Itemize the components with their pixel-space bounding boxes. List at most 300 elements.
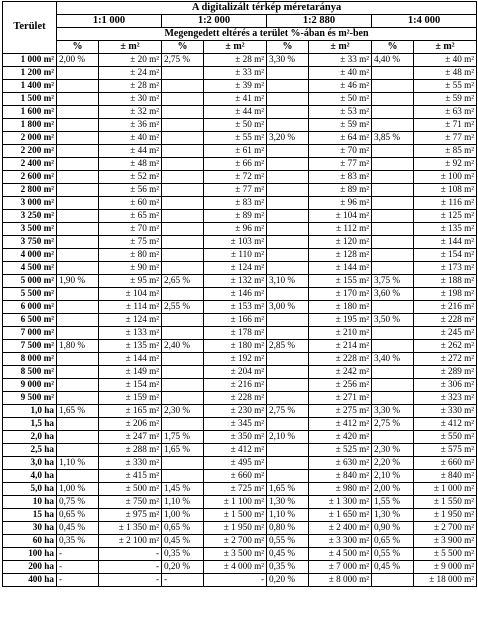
tolerance-cell: ± 59 m² xyxy=(309,119,372,132)
tolerance-cell: ± 55 m² xyxy=(414,80,477,93)
area-cell: 4,0 ha xyxy=(3,470,57,483)
tolerance-cell: ± 72 m² xyxy=(204,171,267,184)
percent-cell xyxy=(162,67,204,80)
percent-cell xyxy=(57,366,99,379)
tolerance-cell: ± 180 m² xyxy=(309,301,372,314)
percent-cell xyxy=(372,431,414,444)
table-row xyxy=(3,574,477,587)
tolerance-cell: ± 108 m² xyxy=(414,184,477,197)
percent-cell xyxy=(162,197,204,210)
percent-cell xyxy=(57,223,99,236)
percent-cell xyxy=(162,470,204,483)
percent-cell: 0,90 % xyxy=(372,522,414,535)
percent-cell xyxy=(162,171,204,184)
percent-cell: 1,80 % xyxy=(57,340,99,353)
tolerance-cell: ± 7 000 m² xyxy=(309,561,372,574)
tolerance-cell: ± 495 m² xyxy=(204,457,267,470)
tolerance-cell: ± 96 m² xyxy=(309,197,372,210)
tolerance-cell: ± 1 300 m² xyxy=(309,496,372,509)
percent-cell: 1,10 % xyxy=(267,509,309,522)
tolerance-cell: ± 60 m² xyxy=(99,197,162,210)
percent-cell: 2,75 % xyxy=(267,405,309,418)
percent-cell xyxy=(372,249,414,262)
percent-cell xyxy=(372,197,414,210)
percent-cell: 0,65 % xyxy=(57,509,99,522)
percent-cell xyxy=(372,67,414,80)
tolerance-cell: ± 133 m² xyxy=(99,327,162,340)
table-row xyxy=(3,171,477,184)
table-row xyxy=(3,340,477,353)
table-row xyxy=(3,210,477,223)
tolerance-cell: ± 114 m² xyxy=(99,301,162,314)
percent-cell: 2,85 % xyxy=(267,340,309,353)
tolerance-cell: ± 1 550 m² xyxy=(414,496,477,509)
area-cell: 6 500 m² xyxy=(3,314,57,327)
area-cell: 1 400 m² xyxy=(3,80,57,93)
tolerance-cell: ± 61 m² xyxy=(204,145,267,158)
tolerance-cell: ± 3 300 m² xyxy=(309,535,372,548)
percent-cell xyxy=(162,223,204,236)
tolerance-cell: ± 415 m² xyxy=(99,470,162,483)
table-row xyxy=(3,262,477,275)
tolerance-cell: ± 214 m² xyxy=(309,340,372,353)
tolerance-cell: ± 975 m² xyxy=(99,509,162,522)
tolerance-cell: ± 345 m² xyxy=(204,418,267,431)
area-cell: 9 500 m² xyxy=(3,392,57,405)
tolerance-cell: ± 173 m² xyxy=(414,262,477,275)
percent-cell xyxy=(162,288,204,301)
tolerance-cell: ± 40 m² xyxy=(309,67,372,80)
percent-cell xyxy=(372,379,414,392)
tolerance-cell: ± 840 m² xyxy=(309,470,372,483)
tolerance-cell: ± 228 m² xyxy=(414,314,477,327)
tolerance-cell: ± 420 m² xyxy=(309,431,372,444)
tolerance-cell: - xyxy=(99,561,162,574)
percent-cell xyxy=(57,470,99,483)
percent-cell xyxy=(267,470,309,483)
percent-cell: - xyxy=(162,574,204,587)
percent-cell xyxy=(57,132,99,145)
tolerance-cell: ± 92 m² xyxy=(414,158,477,171)
tolerance-cell: ± 2 700 m² xyxy=(204,535,267,548)
percent-cell: 0,20 % xyxy=(162,561,204,574)
percent-cell xyxy=(57,431,99,444)
area-cell: 2 000 m² xyxy=(3,132,57,145)
tolerance-cell: ± 2 700 m² xyxy=(414,522,477,535)
tolerance-cell: ± 412 m² xyxy=(414,418,477,431)
tolerance-cell: ± 4 000 m² xyxy=(204,561,267,574)
tolerance-cell: ± 275 m² xyxy=(309,405,372,418)
tolerance-cell: ± 46 m² xyxy=(309,80,372,93)
percent-cell: 3,50 % xyxy=(372,314,414,327)
table-row xyxy=(3,444,477,457)
table-row xyxy=(3,431,477,444)
table-row xyxy=(3,301,477,314)
percent-cell xyxy=(372,184,414,197)
tolerance-cell: ± 135 m² xyxy=(99,340,162,353)
percent-cell: 0,55 % xyxy=(267,535,309,548)
percent-cell xyxy=(162,457,204,470)
percent-cell xyxy=(57,301,99,314)
tolerance-cell: ± 28 m² xyxy=(99,80,162,93)
tolerance-cell: ± 630 m² xyxy=(309,457,372,470)
tolerance-cell: ± 77 m² xyxy=(204,184,267,197)
table-row xyxy=(3,548,477,561)
area-cell: 2 200 m² xyxy=(3,145,57,158)
area-cell: 15 ha xyxy=(3,509,57,522)
percent-cell: 0,80 % xyxy=(267,522,309,535)
table-row xyxy=(3,106,477,119)
percent-cell xyxy=(267,418,309,431)
tolerance-cell: ± 192 m² xyxy=(204,353,267,366)
tolerance-cell: ± 256 m² xyxy=(309,379,372,392)
percent-cell: 3,40 % xyxy=(372,353,414,366)
tolerance-cell: ± 159 m² xyxy=(99,392,162,405)
tolerance-cell: ± 24 m² xyxy=(99,67,162,80)
tolerance-cell: ± 18 000 m² xyxy=(414,574,477,587)
tolerance-cell: ± 20 m² xyxy=(99,54,162,67)
percent-cell: 2,65 % xyxy=(162,275,204,288)
percent-cell xyxy=(57,392,99,405)
percent-cell xyxy=(162,236,204,249)
percent-cell: 2,75 % xyxy=(372,418,414,431)
tolerance-cell: ± 289 m² xyxy=(414,366,477,379)
percent-cell xyxy=(57,444,99,457)
tolerance-cell: ± 330 m² xyxy=(414,405,477,418)
table-row xyxy=(3,314,477,327)
area-cell: 100 ha xyxy=(3,548,57,561)
percent-cell: 0,35 % xyxy=(162,548,204,561)
percent-cell xyxy=(267,353,309,366)
area-cell: 2 800 m² xyxy=(3,184,57,197)
tolerance-cell: ± 63 m² xyxy=(414,106,477,119)
scale-header-1-1000: 1:1 000 xyxy=(57,15,162,28)
tolerance-cell: ± 96 m² xyxy=(204,223,267,236)
percent-cell xyxy=(372,210,414,223)
tolerance-cell: ± 153 m² xyxy=(204,301,267,314)
table-row xyxy=(3,249,477,262)
scale-header-1-2000: 1:2 000 xyxy=(162,15,267,28)
percent-cell: 2,10 % xyxy=(267,431,309,444)
scale-header-1-4000: 1:4 000 xyxy=(372,15,477,28)
tolerance-cell: ± 228 m² xyxy=(309,353,372,366)
table-row xyxy=(3,93,477,106)
percent-cell: 1,65 % xyxy=(57,405,99,418)
tolerance-cell: ± 120 m² xyxy=(309,236,372,249)
tolerance-cell: ± 242 m² xyxy=(309,366,372,379)
tolerance-cell: ± 216 m² xyxy=(204,379,267,392)
table-row xyxy=(3,418,477,431)
percent-cell xyxy=(267,67,309,80)
tolerance-cell: ± 2 400 m² xyxy=(309,522,372,535)
tolerance-cell: ± 44 m² xyxy=(99,145,162,158)
percent-cell xyxy=(57,197,99,210)
percent-cell: 3,85 % xyxy=(372,132,414,145)
tolerance-cell: ± 146 m² xyxy=(204,288,267,301)
percent-cell: 1,65 % xyxy=(267,483,309,496)
percent-cell xyxy=(267,106,309,119)
tolerance-table-page xyxy=(2,1,476,619)
percent-cell xyxy=(267,379,309,392)
table-row xyxy=(3,522,477,535)
percent-cell xyxy=(57,171,99,184)
percent-cell xyxy=(162,353,204,366)
percent-cell xyxy=(372,262,414,275)
tolerance-cell: ± 135 m² xyxy=(414,223,477,236)
tolerance-cell: ± 80 m² xyxy=(99,249,162,262)
tolerance-cell: ± 660 m² xyxy=(414,457,477,470)
table-row xyxy=(3,535,477,548)
percent-cell: 2,40 % xyxy=(162,340,204,353)
percent-cell xyxy=(57,80,99,93)
percent-cell: 2,20 % xyxy=(372,457,414,470)
table-title: A digitalizált térkép méretaránya xyxy=(57,2,477,15)
percent-cell xyxy=(372,392,414,405)
tolerance-cell: ± 3 500 m² xyxy=(204,548,267,561)
tolerance-cell: ± 230 m² xyxy=(204,405,267,418)
tolerance-cell: ± 500 m² xyxy=(99,483,162,496)
percent-cell: 2,00 % xyxy=(57,54,99,67)
percent-cell xyxy=(267,314,309,327)
percent-cell xyxy=(372,119,414,132)
percent-cell: 1,00 % xyxy=(57,483,99,496)
tolerance-cell: ± 3 900 m² xyxy=(414,535,477,548)
percent-cell xyxy=(57,327,99,340)
table-row xyxy=(3,119,477,132)
percent-cell: - xyxy=(57,574,99,587)
percent-cell xyxy=(162,80,204,93)
tolerance-cell: ± 75 m² xyxy=(99,236,162,249)
scale-header-1-2880: 1:2 880 xyxy=(267,15,372,28)
percent-cell: 1,90 % xyxy=(57,275,99,288)
tolerance-cell: ± 1 650 m² xyxy=(309,509,372,522)
percent-cell xyxy=(267,197,309,210)
tolerance-cell: ± 330 m² xyxy=(99,457,162,470)
tolerance-cell: ± 575 m² xyxy=(414,444,477,457)
percent-cell xyxy=(162,327,204,340)
tolerance-cell: ± 124 m² xyxy=(204,262,267,275)
tolerance-cell: ± 412 m² xyxy=(204,444,267,457)
percent-cell xyxy=(267,145,309,158)
tolerance-column-header: ± m² xyxy=(204,41,267,54)
tolerance-cell: ± 1 950 m² xyxy=(414,509,477,522)
tolerance-cell: ± 128 m² xyxy=(309,249,372,262)
percent-cell xyxy=(162,132,204,145)
tolerance-cell: ± 144 m² xyxy=(99,353,162,366)
percent-cell xyxy=(57,93,99,106)
percent-cell xyxy=(372,236,414,249)
tolerance-cell: ± 50 m² xyxy=(309,93,372,106)
tolerance-cell: ± 5 500 m² xyxy=(414,548,477,561)
tolerance-cell: - xyxy=(99,548,162,561)
percent-cell xyxy=(57,210,99,223)
table-row xyxy=(3,353,477,366)
tolerance-cell: ± 85 m² xyxy=(414,145,477,158)
tolerance-cell: ± 350 m² xyxy=(204,431,267,444)
tolerance-cell: ± 36 m² xyxy=(99,119,162,132)
tolerance-cell: ± 271 m² xyxy=(309,392,372,405)
tolerance-cell: ± 1 500 m² xyxy=(204,509,267,522)
percent-cell xyxy=(162,418,204,431)
tolerance-cell: ± 306 m² xyxy=(414,379,477,392)
percent-cell xyxy=(372,171,414,184)
area-cell: 5 000 m² xyxy=(3,275,57,288)
table-row xyxy=(3,327,477,340)
percent-cell xyxy=(267,249,309,262)
percent-cell xyxy=(267,80,309,93)
percent-cell: 3,10 % xyxy=(267,275,309,288)
tolerance-cell: ± 55 m² xyxy=(204,132,267,145)
percent-cell xyxy=(372,158,414,171)
tolerance-cell: ± 125 m² xyxy=(414,210,477,223)
area-cell: 5,0 ha xyxy=(3,483,57,496)
percent-cell xyxy=(57,236,99,249)
area-cell: 4 000 m² xyxy=(3,249,57,262)
table-row xyxy=(3,483,477,496)
percent-cell: 3,30 % xyxy=(372,405,414,418)
tolerance-cell: ± 180 m² xyxy=(204,340,267,353)
tolerance-cell: ± 83 m² xyxy=(309,171,372,184)
table-row xyxy=(3,509,477,522)
percent-cell: 2,10 % xyxy=(372,470,414,483)
tolerance-cell: ± 39 m² xyxy=(204,80,267,93)
percent-cell xyxy=(267,119,309,132)
table-row xyxy=(3,379,477,392)
tolerance-cell: ± 110 m² xyxy=(204,249,267,262)
tolerance-cell: ± 262 m² xyxy=(414,340,477,353)
area-cell: 8 500 m² xyxy=(3,366,57,379)
table-row xyxy=(3,561,477,574)
tolerance-cell: ± 149 m² xyxy=(99,366,162,379)
percent-cell: - xyxy=(57,561,99,574)
tolerance-cell: ± 550 m² xyxy=(414,431,477,444)
percent-cell: 1,75 % xyxy=(162,431,204,444)
table-subtitle: Megengedett eltérés a terület %-ában és m²-ben xyxy=(57,28,477,41)
tolerance-cell: ± 100 m² xyxy=(414,171,477,184)
percent-cell: 3,75 % xyxy=(372,275,414,288)
table-row xyxy=(3,54,477,67)
area-cell: 3,0 ha xyxy=(3,457,57,470)
area-cell: 3 750 m² xyxy=(3,236,57,249)
tolerance-cell: ± 323 m² xyxy=(414,392,477,405)
tolerance-cell: ± 90 m² xyxy=(99,262,162,275)
tolerance-cell: ± 65 m² xyxy=(99,210,162,223)
percent-cell xyxy=(372,145,414,158)
percent-cell xyxy=(162,158,204,171)
tolerance-cell: ± 216 m² xyxy=(414,301,477,314)
percent-cell: 1,55 % xyxy=(372,496,414,509)
percent-cell xyxy=(57,249,99,262)
tolerance-cell: ± 33 m² xyxy=(204,67,267,80)
area-cell: 2,0 ha xyxy=(3,431,57,444)
tolerance-cell: ± 116 m² xyxy=(414,197,477,210)
percent-cell xyxy=(372,223,414,236)
percent-cell: 1,30 % xyxy=(372,509,414,522)
tolerance-cell: ± 52 m² xyxy=(99,171,162,184)
percent-cell xyxy=(57,379,99,392)
percent-cell xyxy=(267,444,309,457)
percent-cell xyxy=(57,67,99,80)
table-row xyxy=(3,470,477,483)
percent-cell xyxy=(162,106,204,119)
percent-cell xyxy=(57,145,99,158)
area-cell: 400 ha xyxy=(3,574,57,587)
tolerance-cell: ± 77 m² xyxy=(414,132,477,145)
tolerance-cell: ± 412 m² xyxy=(309,418,372,431)
percent-cell: 1,45 % xyxy=(162,483,204,496)
tolerance-cell: ± 155 m² xyxy=(309,275,372,288)
percent-cell xyxy=(267,210,309,223)
table-row xyxy=(3,392,477,405)
area-cell: 1 000 m² xyxy=(3,54,57,67)
tolerance-cell: ± 272 m² xyxy=(414,353,477,366)
area-cell: 200 ha xyxy=(3,561,57,574)
percent-cell: 0,45 % xyxy=(162,535,204,548)
percent-cell: 3,20 % xyxy=(267,132,309,145)
tolerance-column-header: ± m² xyxy=(309,41,372,54)
tolerance-cell: ± 40 m² xyxy=(414,54,477,67)
tolerance-column-header: ± m² xyxy=(99,41,162,54)
table-row xyxy=(3,197,477,210)
percent-cell xyxy=(267,184,309,197)
tolerance-cell: ± 198 m² xyxy=(414,288,477,301)
area-cell: 1,0 ha xyxy=(3,405,57,418)
percent-cell: 0,20 % xyxy=(267,574,309,587)
percent-cell xyxy=(162,184,204,197)
tolerance-cell: ± 840 m² xyxy=(414,470,477,483)
percent-cell: 2,00 % xyxy=(372,483,414,496)
tolerance-cell: ± 206 m² xyxy=(99,418,162,431)
area-cell: 7 500 m² xyxy=(3,340,57,353)
area-cell: 1 500 m² xyxy=(3,93,57,106)
percent-cell xyxy=(57,184,99,197)
percent-cell xyxy=(267,327,309,340)
tolerance-cell: ± 154 m² xyxy=(414,249,477,262)
percent-cell: 0,75 % xyxy=(57,496,99,509)
percent-cell: 3,00 % xyxy=(267,301,309,314)
tolerance-cell: - xyxy=(99,574,162,587)
tolerance-cell: ± 660 m² xyxy=(204,470,267,483)
percent-cell xyxy=(57,418,99,431)
percent-column-header: % xyxy=(372,41,414,54)
percent-cell: 0,45 % xyxy=(57,522,99,535)
area-tolerance-table xyxy=(2,1,477,587)
tolerance-cell: ± 66 m² xyxy=(204,158,267,171)
tolerance-cell: ± 188 m² xyxy=(414,275,477,288)
percent-column-header: % xyxy=(267,41,309,54)
percent-cell: - xyxy=(57,548,99,561)
tolerance-cell: ± 144 m² xyxy=(309,262,372,275)
percent-cell: 4,40 % xyxy=(372,54,414,67)
tolerance-cell: ± 144 m² xyxy=(414,236,477,249)
percent-cell xyxy=(372,340,414,353)
tolerance-cell: ± 104 m² xyxy=(99,288,162,301)
tolerance-cell: ± 48 m² xyxy=(99,158,162,171)
tolerance-cell: ± 77 m² xyxy=(309,158,372,171)
percent-cell xyxy=(372,301,414,314)
tolerance-cell: ± 50 m² xyxy=(204,119,267,132)
table-row xyxy=(3,288,477,301)
tolerance-cell: ± 9 000 m² xyxy=(414,561,477,574)
tolerance-cell: ± 64 m² xyxy=(309,132,372,145)
percent-cell xyxy=(162,93,204,106)
percent-cell xyxy=(372,106,414,119)
percent-column-header: % xyxy=(57,41,99,54)
percent-cell: 3,60 % xyxy=(372,288,414,301)
percent-cell xyxy=(267,171,309,184)
percent-cell xyxy=(267,93,309,106)
tolerance-cell: ± 89 m² xyxy=(309,184,372,197)
